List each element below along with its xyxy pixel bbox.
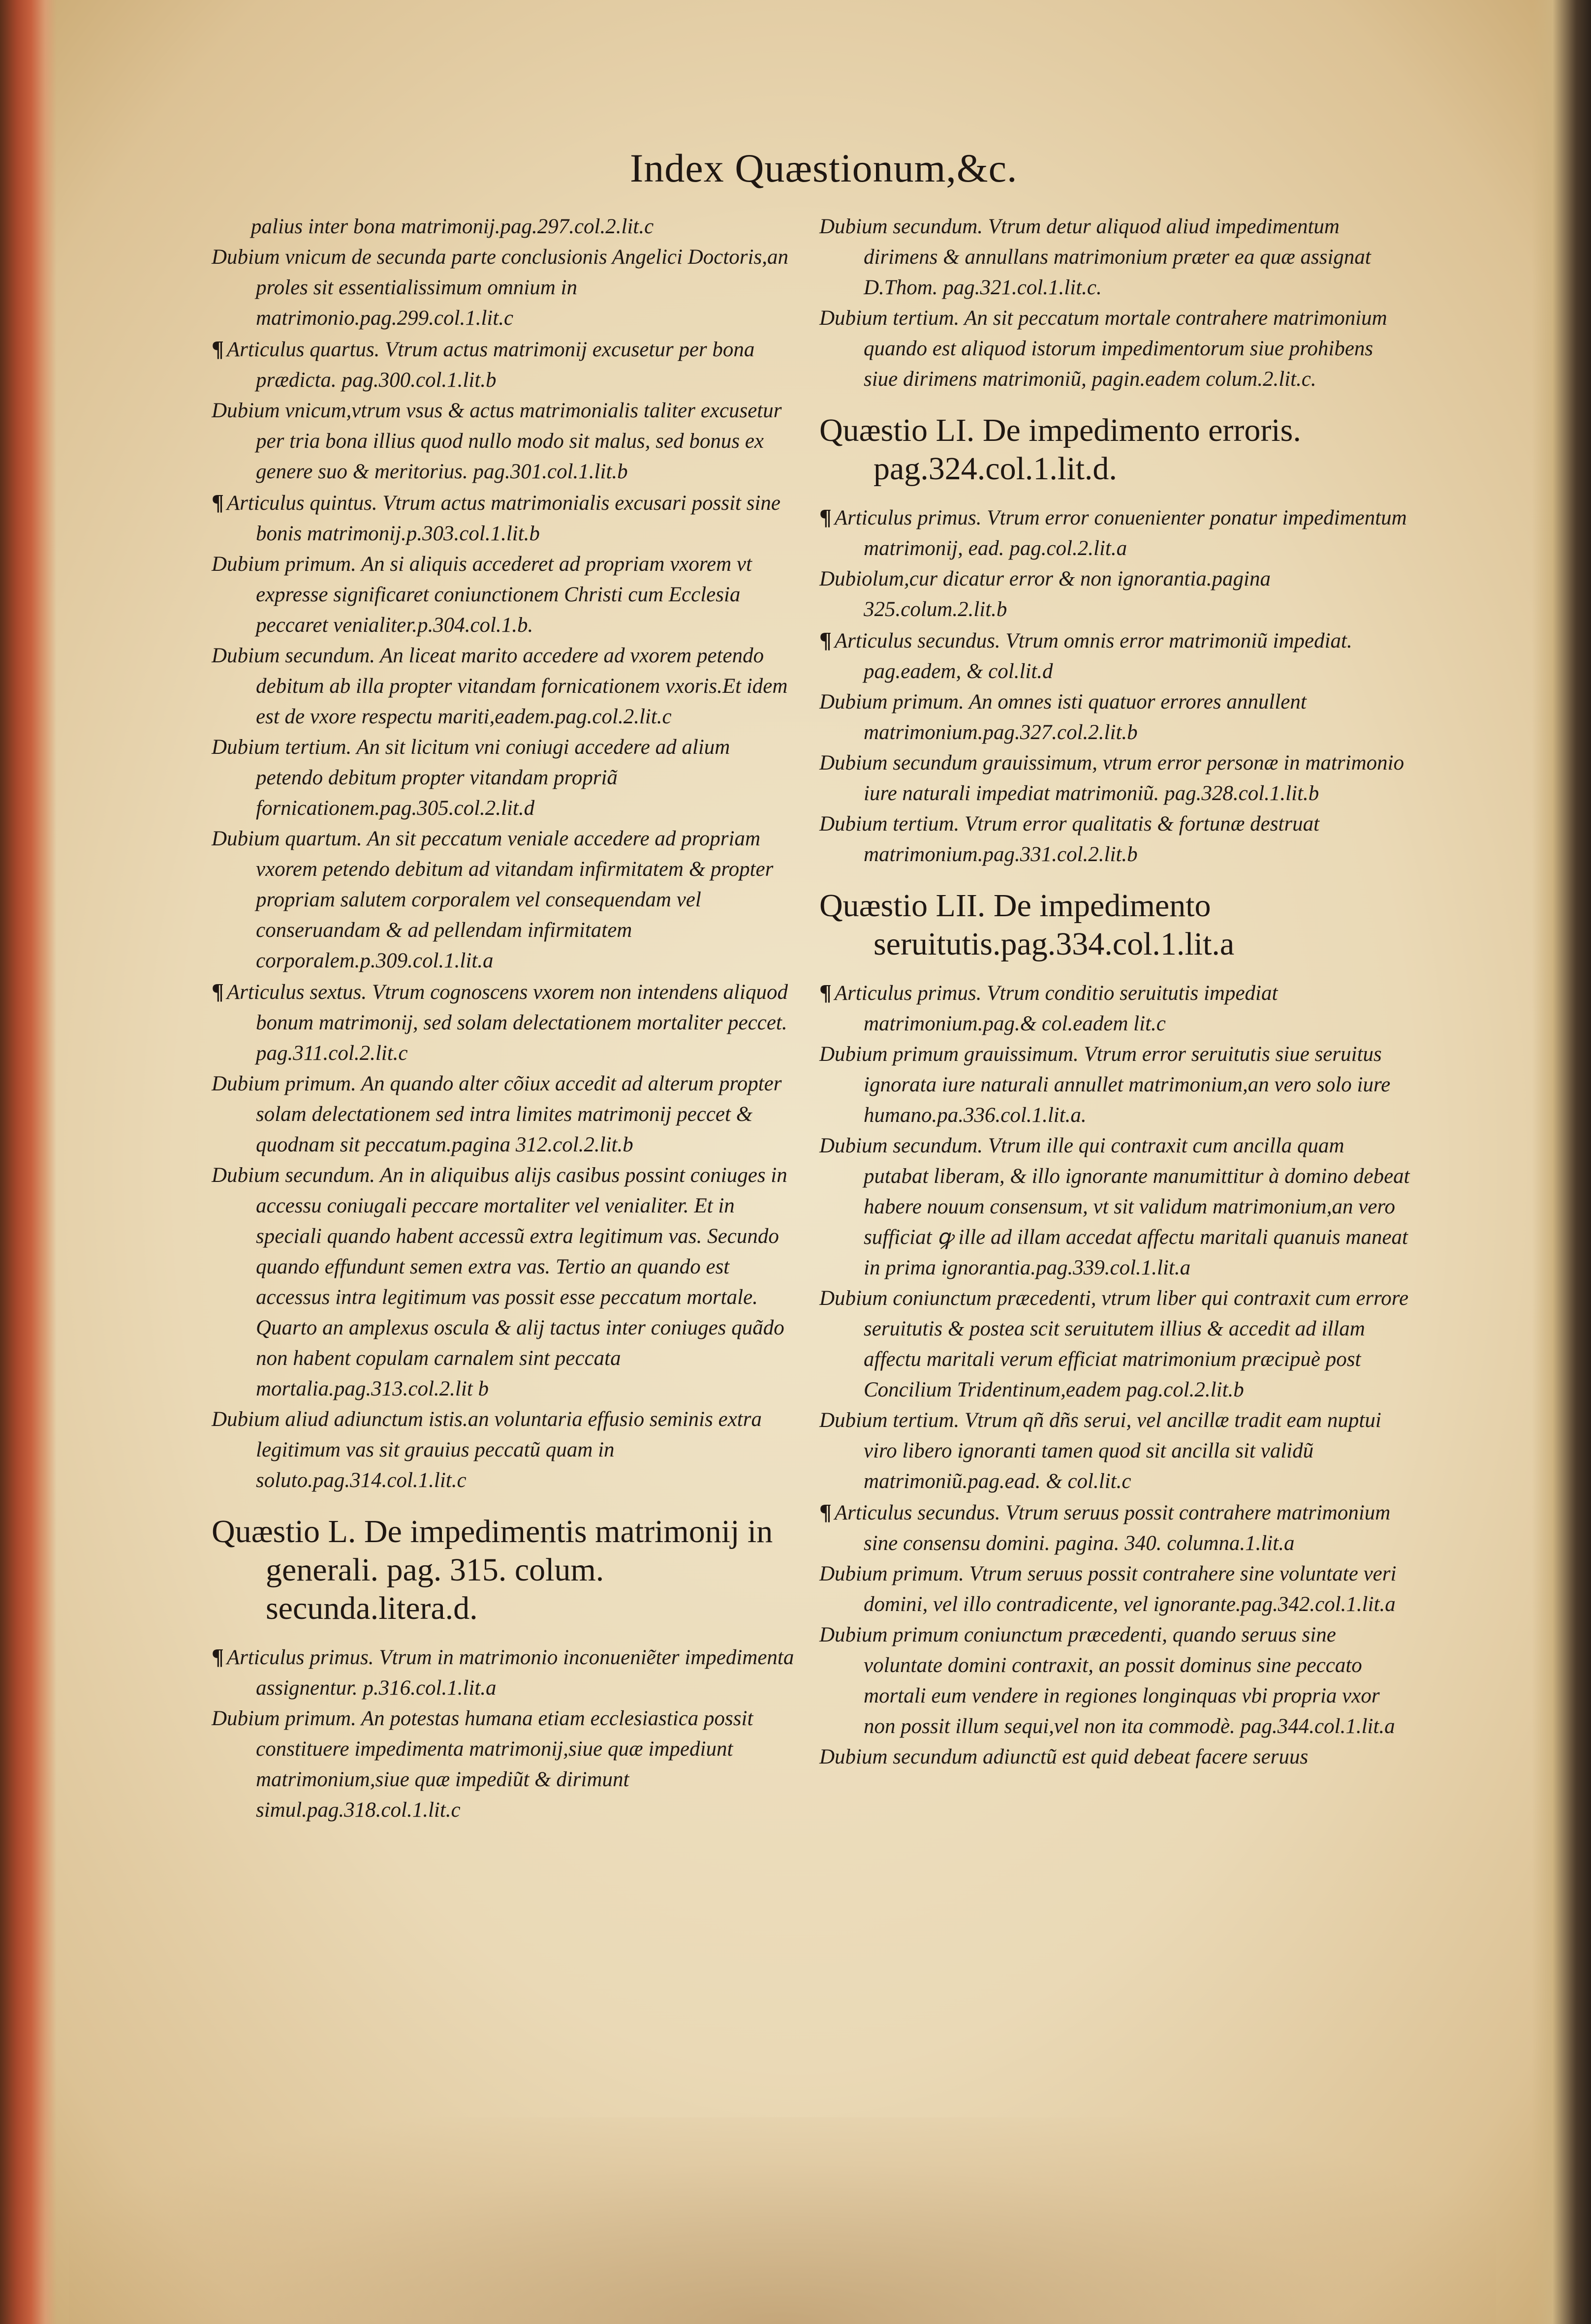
water-stain [69,2117,1496,2324]
dubium-entry: Dubium primum. An omnes isti quatuor errores annullent matrimonium.pag.327.col.2.lit.b [819,690,1307,744]
dubium-entry: Dubium coniunctum præcedenti, vtrum liber qui contraxit cum errore seruitutis & postea scit seruitutem illius & accedit ad illam affectu maritali verum efficiat matrimonium præcipuè post Concilium Tridentinum,eadem pag.col.2.lit.b [819,1287,1409,1401]
pilcrow-icon: ¶ [819,980,832,1005]
dubium-entry: Dubium secundum grauissimum, vtrum error personæ in matrimonio iure naturali impediat matrimoniũ. pag.328.col.1.lit.b [819,751,1404,805]
entry-text: Articulus primus. Vtrum conditio seruitutis impediat matrimonium.pag.& col.eadem lit.c [834,982,1278,1035]
articulus-entry [819,502,1412,564]
articulus-entry [212,334,802,396]
entry-text: Articulus sextus. Vtrum cognoscens vxorem non intendens aliquod bonum matrimonij, sed solam delectationem mortaliter peccet. pag.311.col.2.lit.c [226,981,788,1065]
dubium-entry: Dubium primum coniunctum præcedenti, quando seruus sine voluntate domini contraxit, an possit dominus sine peccato mortali eum vendere in regiones longinquas vbi propria vxor non possit illum sequi,vel non ita commodè. pag.344.col.1.lit.a [819,1623,1395,1738]
dubium-entry: Dubium vnicum de secunda parte conclusionis Angelici Doctoris,an proles sit essentialissimum omnium in matrimonio.pag.299.col.1.lit.c [212,246,788,330]
dubium-entry: Dubium primum. An potestas humana etiam ecclesiastica possit constituere impedimenta matrimonij,siue quæ impediunt matrimonium,siue quæ impediũt & dirimunt simul.pag.318.col.1.lit.c [212,1707,753,1822]
articulus-entry [212,487,802,549]
entry-text: Articulus secundus. Vtrum seruus possit contrahere matrimonium sine consensu domini. pagina. 340. columna.1.lit.a [834,1501,1391,1555]
dubium-entry: Dubium primum. Vtrum seruus possit contrahere sine voluntate veri domini, vel illo contradicente, vel ignorante.pag.342.col.1.lit.a [819,1562,1397,1616]
dubium-entry: Dubium secundum adiunctũ est quid debeat facere seruus [819,1745,1309,1768]
dubium-entry: Dubium tertium. An sit peccatum mortale contrahere matrimonium quando est aliquod istorum impedimentorum siue prohibens siue dirimens matrimoniũ, pagin.eadem colum.2.lit.c. [819,307,1387,391]
entry-text: Articulus primus. Vtrum in matrimonio inconueniẽter impedimenta assignentur. p.316.col.1.lit.a [226,1646,794,1700]
articulus-entry [819,625,1412,687]
dubium-entry: Dubium aliud adiunctum istis.an voluntaria effusio seminis extra legitimum vas sit grauius peccatũ quam in soluto.pag.314.col.1.lit.c [212,1408,762,1492]
continued-entry: palius inter bona matrimonij.pag.297.col.2.lit.c [251,215,654,238]
dubium-entry: Dubium quartum. An sit peccatum veniale accedere ad propriam vxorem petendo debitum ad vitandam infirmitatem & propter propriam salutem corporalem vel consequendam vel conseruandam & ad pellendam infirmitatem corporalem.p.309.col.1.lit.a [212,827,774,972]
dubium-entry: Dubium secundum. An liceat marito accedere ad vxorem petendo debitum ab illa propter vitandam fornicationem vxoris.Et idem est de vxore respectu mariti,eadem.pag.col.2.lit.c [212,644,788,728]
page-edge-right [1532,0,1591,2324]
articulus-entry [819,977,1412,1039]
dubium-entry: Dubium tertium. Vtrum qñ dñs serui, vel ancillæ tradit eam nuptui viro libero ignoranti tamen quod sit ancilla sit validũ matrimoniũ.pag.ead. & col.lit.c [819,1409,1381,1493]
pilcrow-icon: ¶ [819,1499,832,1524]
pilcrow-icon: ¶ [819,504,832,529]
dubium-entry: Dubium secundum. Vtrum ille qui contraxit cum ancilla quam putabat liberam, & illo ignorante manumittitur à domino debeat habere nouum consensum, vt sit validum matrimonium,an vero sufficiat ꝙ ille ad illam accedat affectu maritali quanuis maneat in prima ignorantia.pag.339.col.1.lit.a [819,1134,1410,1279]
right-column [819,212,1412,1772]
quaestio-heading: Quæstio LI. De impedimento erroris. pag.324.col.1.lit.d. [819,412,1301,487]
dubium-entry: Dubium secundum. An in aliquibus alijs casibus possint coniuges in accessu coniugali peccare mortaliter vel venialiter. Et in speciali quando habent accessũ extra legitimum vas. Secundo quando effundunt semen extra vas. Tertio an quando est accessus intra legitimum vas possit esse peccatum mortale. Quarto an amplexus oscula & alij tactus inter coniuges quãdo non habent copulam carnalem sint peccata mortalia.pag.313.col.2.lit b [212,1164,787,1400]
dubium-entry: Dubium tertium. An sit licitum vni coniugi accedere ad alium petendo debitum propter vitandam propriã fornicationem.pag.305.col.2.lit.d [212,736,730,820]
quaestio-heading: Quæstio LII. De impedimento seruitutis.pag.334.col.1.lit.a [819,888,1235,962]
pilcrow-icon: ¶ [819,627,832,652]
articulus-entry [212,1642,802,1704]
dubium-entry: Dubiolum,cur dicatur error & non ignorantia.pagina 325.colum.2.lit.b [819,567,1271,621]
dubium-entry: Dubium secundum. Vtrum detur aliquod aliud impedimentum dirimens & annullans matrimonium præter ea quæ assignat D.Thom. pag.321.col.1.lit.c. [819,215,1371,299]
left-column [212,212,802,1826]
dubium-entry: Dubium vnicum,vtrum vsus & actus matrimonialis taliter excusetur per tria bona illius quod nullo modo sit malus, sed bonus ex genere suo & meritorius. pag.301.col.1.lit.b [212,399,782,483]
articulus-entry [819,1497,1412,1559]
dubium-entry: Dubium primum. An si aliquis accederet ad propriam vxorem vt expresse significaret coniunctionem Christi cum Ecclesia peccaret venialiter.p.304.col.1.b. [212,553,752,637]
entry-text: Articulus quintus. Vtrum actus matrimonialis excusari possit sine bonis matrimonij.p.303.col.1.lit.b [226,492,781,545]
pilcrow-icon: ¶ [212,979,224,1004]
entry-text: Articulus primus. Vtrum error conuenienter ponatur impedimentum matrimonij, ead. pag.col.2.lit.a [834,506,1407,560]
entry-text: Articulus quartus. Vtrum actus matrimonij excusetur per bona prædicta. pag.300.col.1.lit.b [226,338,755,392]
quaestio-heading: Quæstio L. De impedimentis matrimonij in generali. pag. 315. colum. secunda.litera.d. [212,1514,773,1626]
pilcrow-icon: ¶ [212,336,224,361]
page-edge-left [0,0,57,2324]
running-head: Index Quæstionum,&c. [630,146,1018,190]
dubium-entry: Dubium primum. An quando alter cõiux accedit ad alterum propter solam delectationem sed intra limites matrimonij peccet & quodnam sit peccatum.pagina 312.col.2.lit.b [212,1072,782,1156]
entry-text: Articulus secundus. Vtrum omnis error matrimoniũ impediat. pag.eadem, & col.lit.d [834,629,1352,683]
dubium-entry: Dubium primum grauissimum. Vtrum error seruitutis siue seruitus ignorata iure naturali annullet matrimonium,an vero solo iure humano.pa.336.col.1.lit.a. [819,1043,1391,1127]
pilcrow-icon: ¶ [212,1644,224,1669]
pilcrow-icon: ¶ [212,490,224,515]
articulus-entry [212,976,802,1069]
dubium-entry: Dubium tertium. Vtrum error qualitatis & fortunæ destruat matrimonium.pag.331.col.2.lit.b [819,812,1320,866]
